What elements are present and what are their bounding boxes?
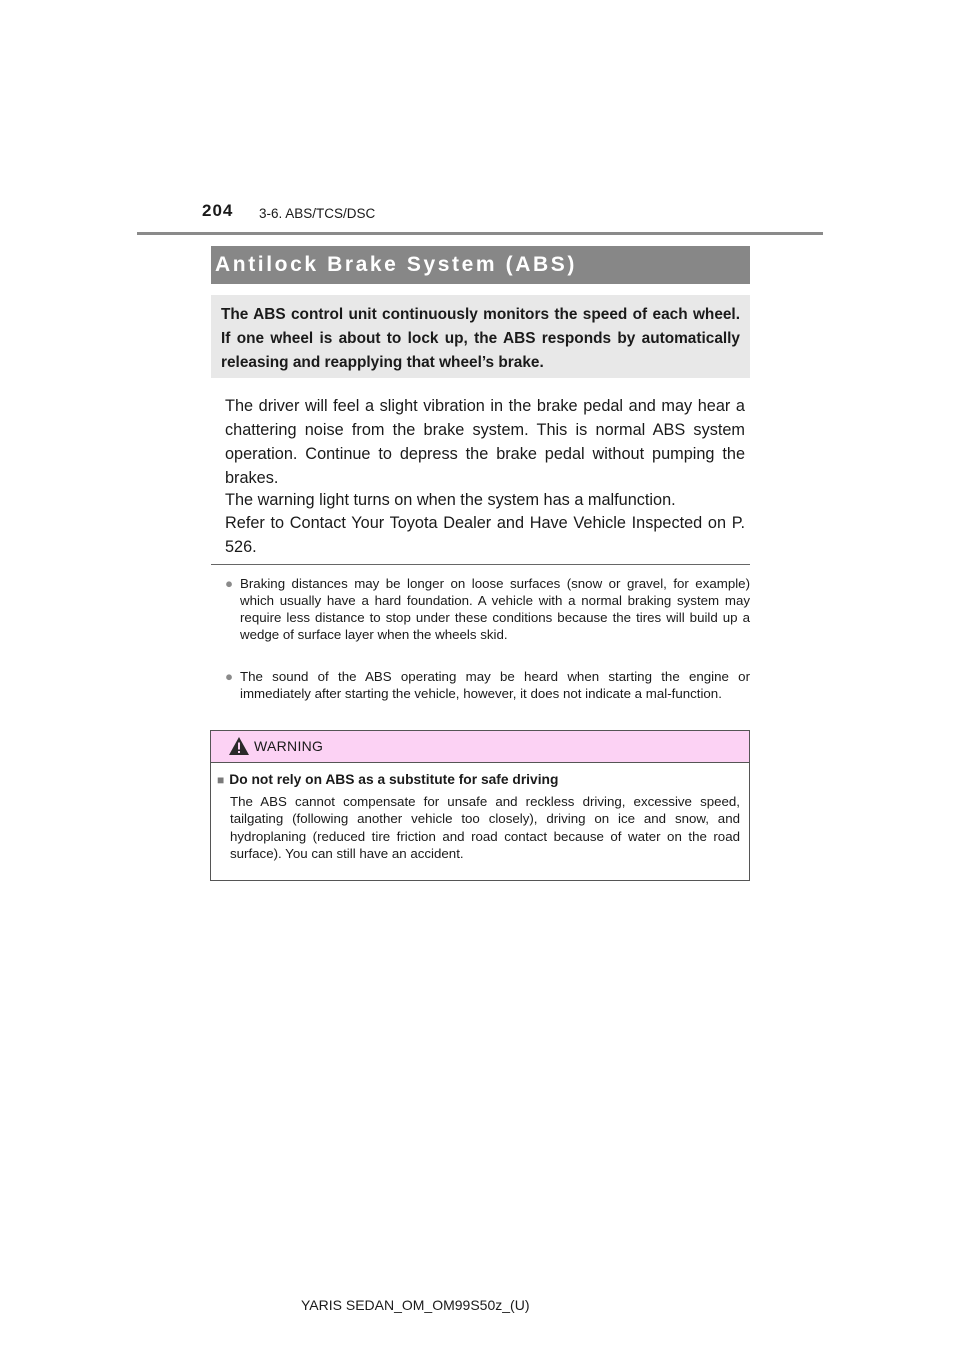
section-reference: 3-6. ABS/TCS/DSC [259, 206, 376, 221]
warning-box [210, 730, 750, 881]
warning-triangle-icon [228, 736, 250, 756]
page-number: 204 [202, 201, 234, 220]
note-item [225, 668, 750, 702]
bullet-dot-icon: ● [225, 669, 234, 684]
square-bullet-icon: ■ [217, 773, 225, 787]
note-text: The sound of the ABS operating may be heard when starting the engine or immediately after starting the vehicle, however, it does not indicate a mal-function. [240, 669, 750, 701]
warning-heading [217, 772, 558, 787]
section-title-bar [211, 246, 750, 284]
warning-header [211, 731, 749, 763]
warning-heading-text: Do not rely on ABS as a substitute for safe driving [229, 772, 559, 787]
body-paragraph-3: Refer to Contact Your Toyota Dealer and Have Vehicle Inspected on P. 526. [225, 514, 745, 556]
section-divider [211, 564, 750, 565]
footer-document-id: YARIS SEDAN_OM_OM99S50z_(U) [301, 1297, 530, 1313]
body-paragraph-2: The warning light turns on when the system has a malfunction. [225, 491, 676, 509]
bullet-dot-icon: ● [225, 576, 234, 591]
header-rule [137, 232, 823, 235]
body-paragraph-1: The driver will feel a slight vibration in the brake pedal and may hear a chattering noise from the brake system. This is normal ABS system operation. Continue to depress the brake pedal without pumping the brakes. [225, 397, 745, 487]
page-title: Antilock Brake System (ABS) [215, 253, 577, 276]
summary-box: The ABS control unit continuously monitors the speed of each wheel. If one wheel is about to lock up, the ABS responds by automatically releasing and reapplying that wheel’s brake. [211, 295, 750, 378]
note-text: Braking distances may be longer on loose surfaces (snow or gravel, for example) which usually have a hard foundation. A vehicle with a normal braking system may require less distance to stop under these conditions because the tires will build up a wedge of surface layer when the wheels skid. [240, 576, 750, 642]
warning-text: The ABS cannot compensate for unsafe and reckless driving, excessive speed, tailgating (following another vehicle too closely), driving on ice and snow, and hydroplaning (reduced tire friction and road contact because of water on the road surface). You can still have an accident. [230, 794, 740, 861]
note-item [225, 575, 750, 643]
warning-label: WARNING [254, 738, 324, 754]
